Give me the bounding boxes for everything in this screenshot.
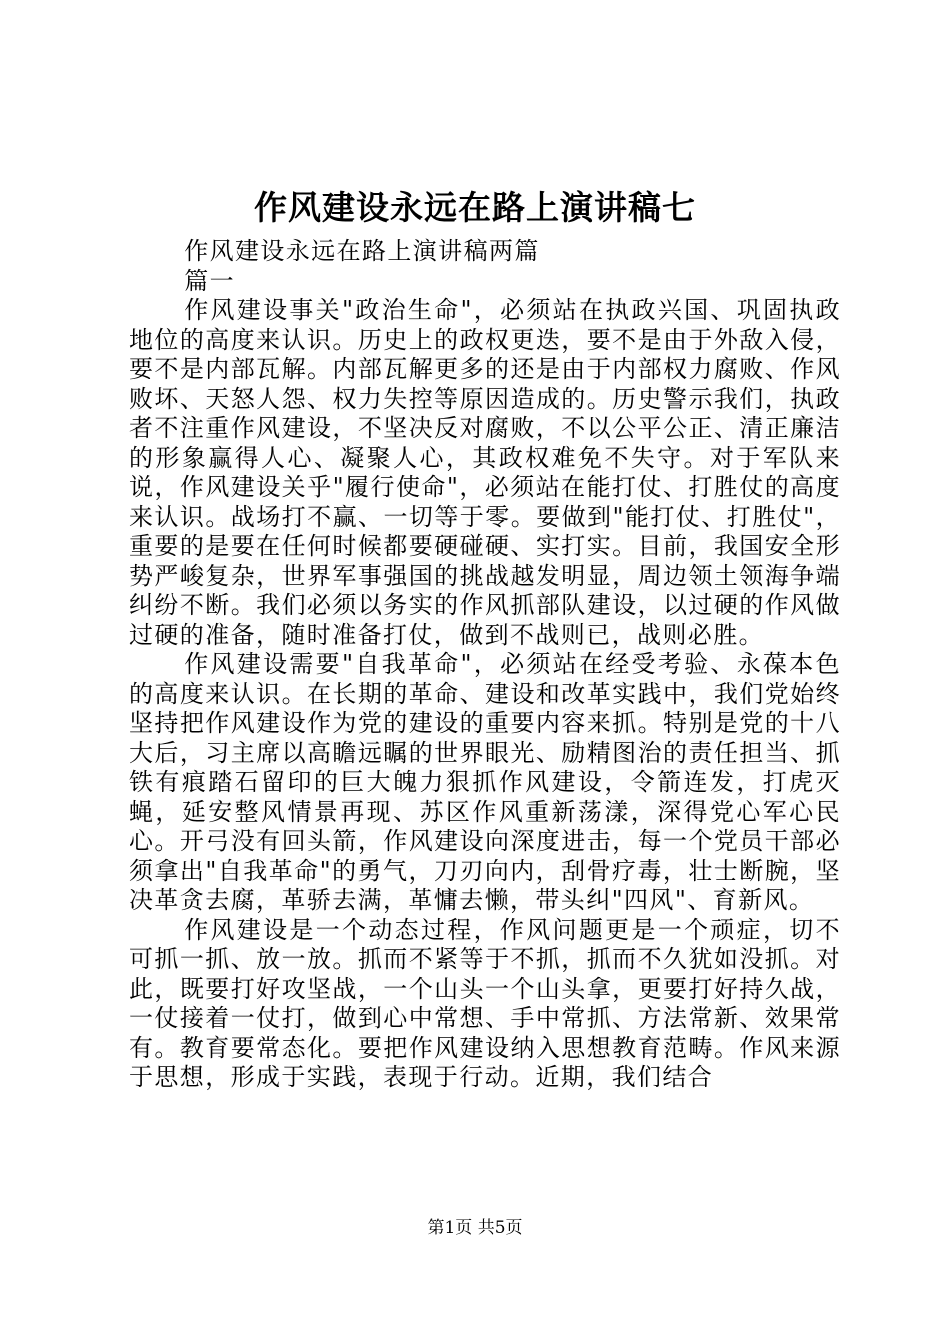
document-body [129,237,841,1093]
document-title: 作风建设永远在路上演讲稿七 [254,188,696,227]
paragraph-1: 作风建设事关"政治生命"，必须站在执政兴国、巩固执政地位的高度来认识。历史上的政权更迭，要不是由于外敌入侵，要不是内部瓦解。内部瓦解更多的还是由于内部权力腐败、作风败坏、天怒人怨、权力失控等原因造成的。历史警示我们，执政者不注重作风建设，不坚决反对腐败，不以公平公正、清正廉洁的形象赢得人心、凝聚人心，其政权难免不失守。对于军队来说，作风建设关乎"履行使命"，必须站在能打仗、打胜仗的高度来认识。战场打不赢、一切等于零。要做到"能打仗、打胜仗"，重要的是要在任何时候都要硬碰硬、实打实。目前，我国安全形势严峻复杂，世界军事强国的挑战越发明显，周边领土领海争端纠纷不断。我们必须以务实的作风抓部队建设，以过硬的作风做过硬的准备，随时准备打仗，做到不战则已，战则必胜。 [129,296,841,649]
section-label: 篇一 [184,266,235,295]
page-number: 第1页 共5页 [427,1218,523,1238]
paragraph-2: 作风建设需要"自我革命"，必须站在经受考验、永葆本色的高度来认识。在长期的革命、建设和改革实践中，我们党始终坚持把作风建设作为党的建设的重要内容来抓。特别是党的十八大后，习主席以高瞻远瞩的世界眼光、励精图治的责任担当、抓铁有痕踏石留印的巨大魄力狠抓作风建设，令箭连发，打虎灭蝇，延安整风情景再现、苏区作风重新荡漾，深得党心军心民心。开弓没有回头箭，作风建设向深度进击，每一个党员干部必须拿出"自我革命"的勇气，刀刃向内，刮骨疗毒，壮士断腕，坚决革贪去腐，革骄去满，革慵去懒，带头纠"四风"、育新风。 [129,650,841,914]
document-subtitle: 作风建设永远在路上演讲稿两篇 [184,237,540,265]
paragraph-3: 作风建设是一个动态过程，作风问题更是一个顽症，切不可抓一抓、放一放。抓而不紧等于不抓，抓而不久犹如没抓。对此，既要打好攻坚战，一个山头一个山头拿，更要打好持久战，一仗接着一仗打，做到心中常想、手中常抓、方法常新、效果常有。教育要常态化。要把作风建设纳入思想教育范畴。作风来源于思想，形成于实践，表现于行动。近期，我们结合 [129,915,841,1091]
